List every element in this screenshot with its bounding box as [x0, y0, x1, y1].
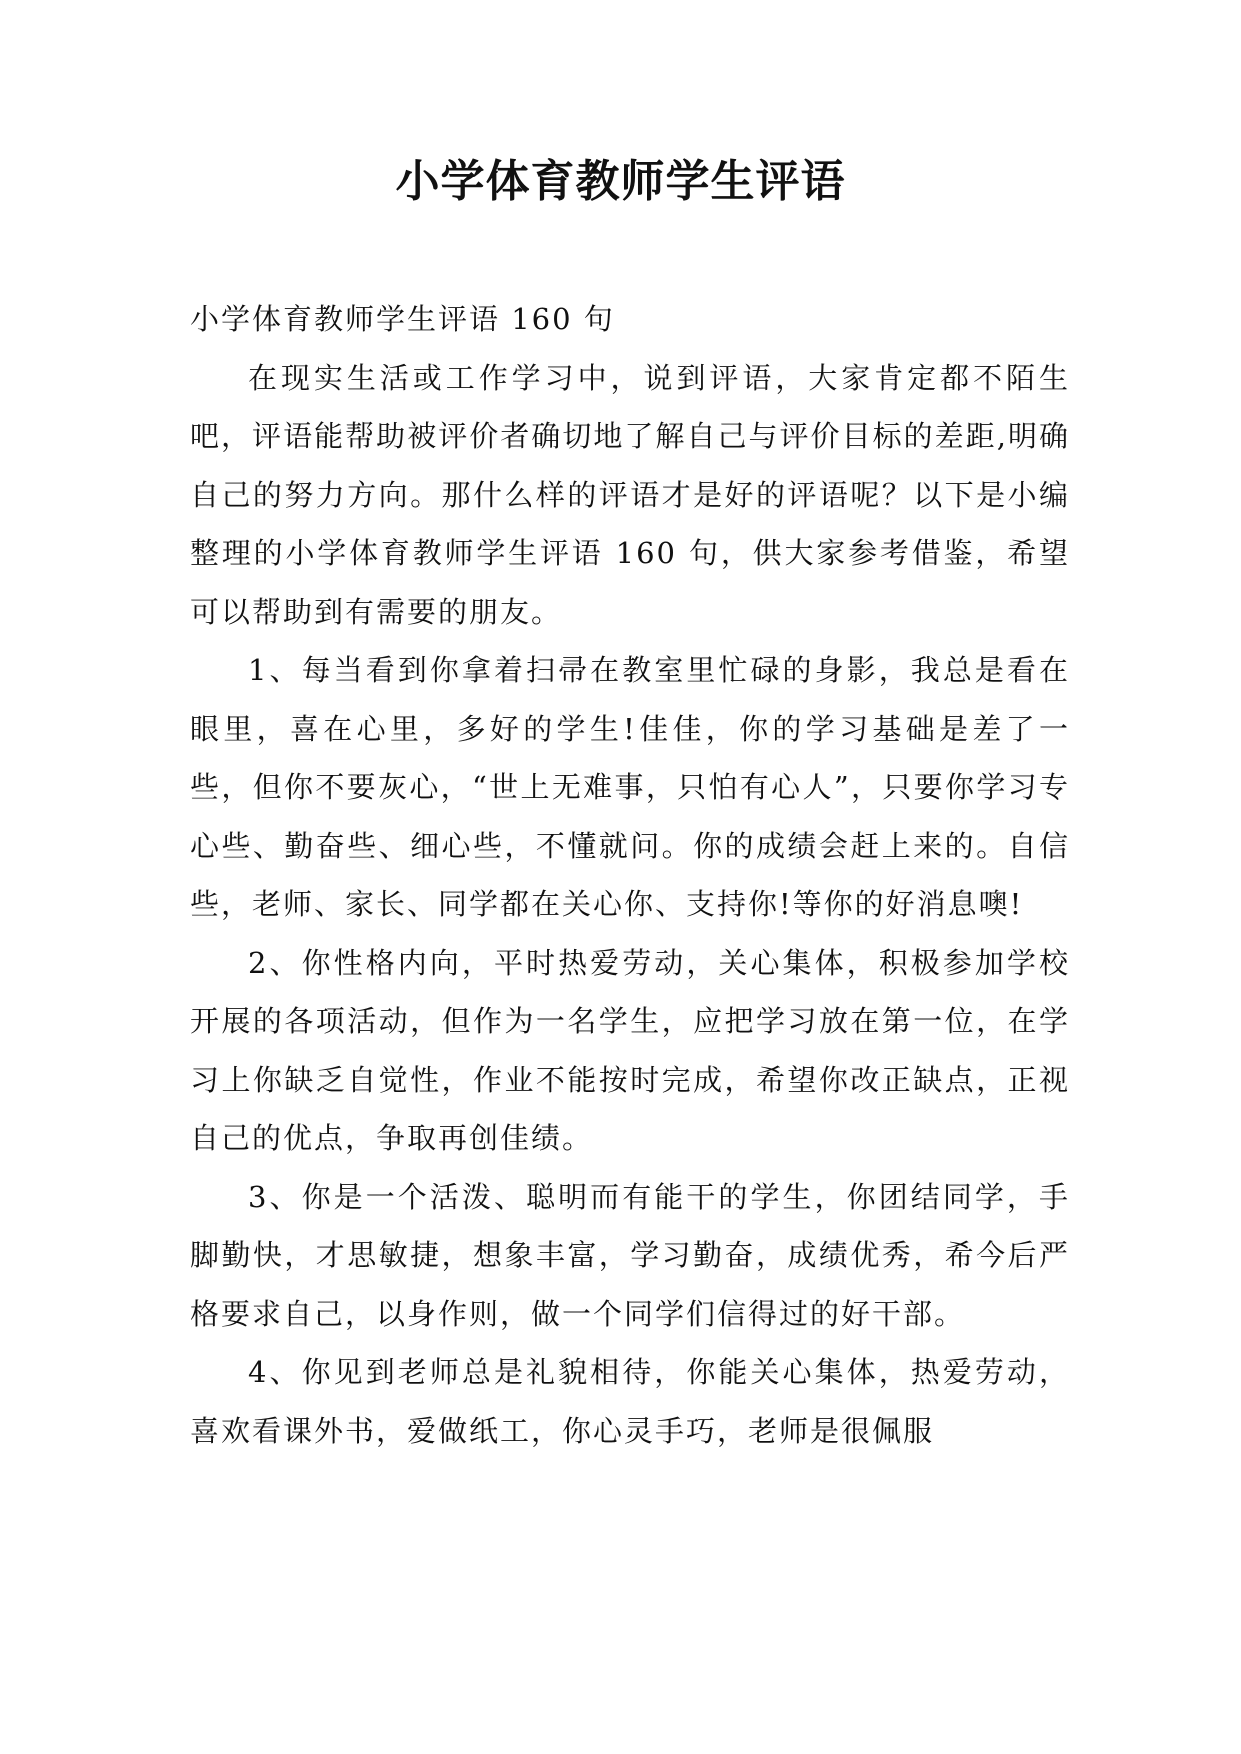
document-title: 小学体育教师学生评语: [395, 156, 846, 207]
comment-paragraph-3: 3、你是一个活泼、聪明而有能干的学生，你团结同学，手脚勤快，才思敏捷，想象丰富，学习勤奋，成绩优秀，希今后严格要求自己，以身作则，做一个同学们信得过的好干部。: [190, 1179, 1070, 1331]
comment-paragraph-4: 4、你见到老师总是礼貌相待，你能关心集体，热爱劳动，喜欢看课外书，爱做纸工，你心灵手巧，老师是很佩服: [190, 1355, 1070, 1448]
document-body: [190, 290, 1070, 1460]
document-subtitle: 小学体育教师学生评语 160 句: [190, 302, 615, 336]
intro-paragraph: 在现实生活或工作学习中，说到评语，大家肯定都不陌生吧，评语能帮助被评价者确切地了解自己与评价目标的差距,明确自己的努力方向。那什么样的评语才是好的评语呢？以下是小编整理的小学体育教师学生评语 160 句，供大家参考借鉴，希望可以帮助到有需要的朋友。: [190, 360, 1070, 629]
comment-paragraph-2: 2、你性格内向，平时热爱劳动，关心集体，积极参加学校开展的各项活动，但作为一名学生，应把学习放在第一位，在学习上你缺乏自觉性，作业不能按时完成，希望你改正缺点，正视自己的优点，争取再创佳绩。: [190, 945, 1070, 1155]
comment-paragraph-1: 1、每当看到你拿着扫帚在教室里忙碌的身影，我总是看在眼里，喜在心里，多好的学生!佳佳，你的学习基础是差了一些，但你不要灰心，“世上无难事，只怕有心人”，只要你学习专心些、勤奋些、细心些，不懂就问。你的成绩会赶上来的。自信些，老师、家长、同学都在关心你、支持你!等你的好消息噢!: [190, 653, 1070, 921]
